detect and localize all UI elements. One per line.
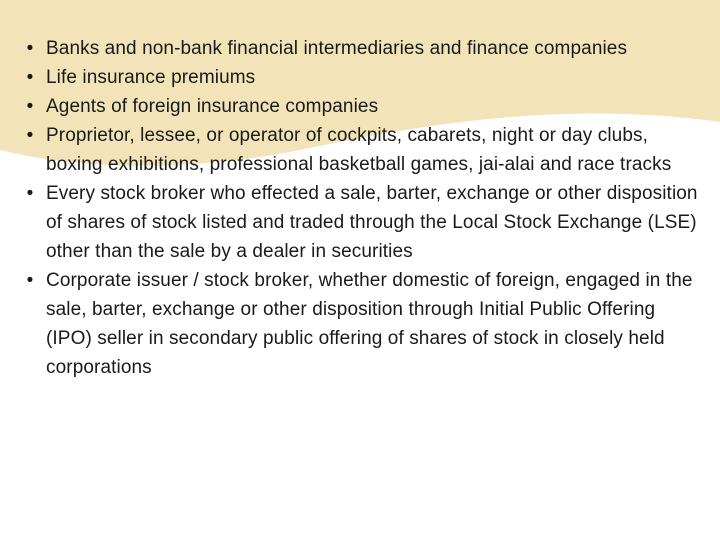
bullet-marker: • xyxy=(26,38,34,59)
bullet-list xyxy=(22,34,702,382)
bullet-marker: • xyxy=(26,183,34,204)
bullet-marker: • xyxy=(26,125,34,146)
list-item xyxy=(22,121,702,179)
list-item xyxy=(22,63,702,92)
list-item xyxy=(22,92,702,121)
list-item xyxy=(22,179,702,266)
bullet-text: Every stock broker who effected a sale, barter, exchange or other disposition of shares of stock listed and traded through the Local Stock Exchange (LSE) other than the sale by a dealer in securities xyxy=(46,183,698,262)
bullet-marker: • xyxy=(26,270,34,291)
list-item xyxy=(22,266,702,382)
bullet-marker: • xyxy=(26,96,34,117)
bullet-marker: • xyxy=(26,67,34,88)
bullet-text: Proprietor, lessee, or operator of cockpits, cabarets, night or day clubs, boxing exhibitions, professional basketball games, jai-alai and race tracks xyxy=(46,125,672,175)
list-item xyxy=(22,34,702,63)
bullet-text: Corporate issuer / stock broker, whether domestic of foreign, engaged in the sale, barter, exchange or other disposition through Initial Public Offering (IPO) seller in secondary public offering of shares of stock in closely held corporations xyxy=(46,270,693,378)
bullet-text: Life insurance premiums xyxy=(46,67,256,88)
bullet-text: Banks and non-bank financial intermediaries and finance companies xyxy=(46,38,628,59)
bullet-text: Agents of foreign insurance companies xyxy=(46,96,379,117)
